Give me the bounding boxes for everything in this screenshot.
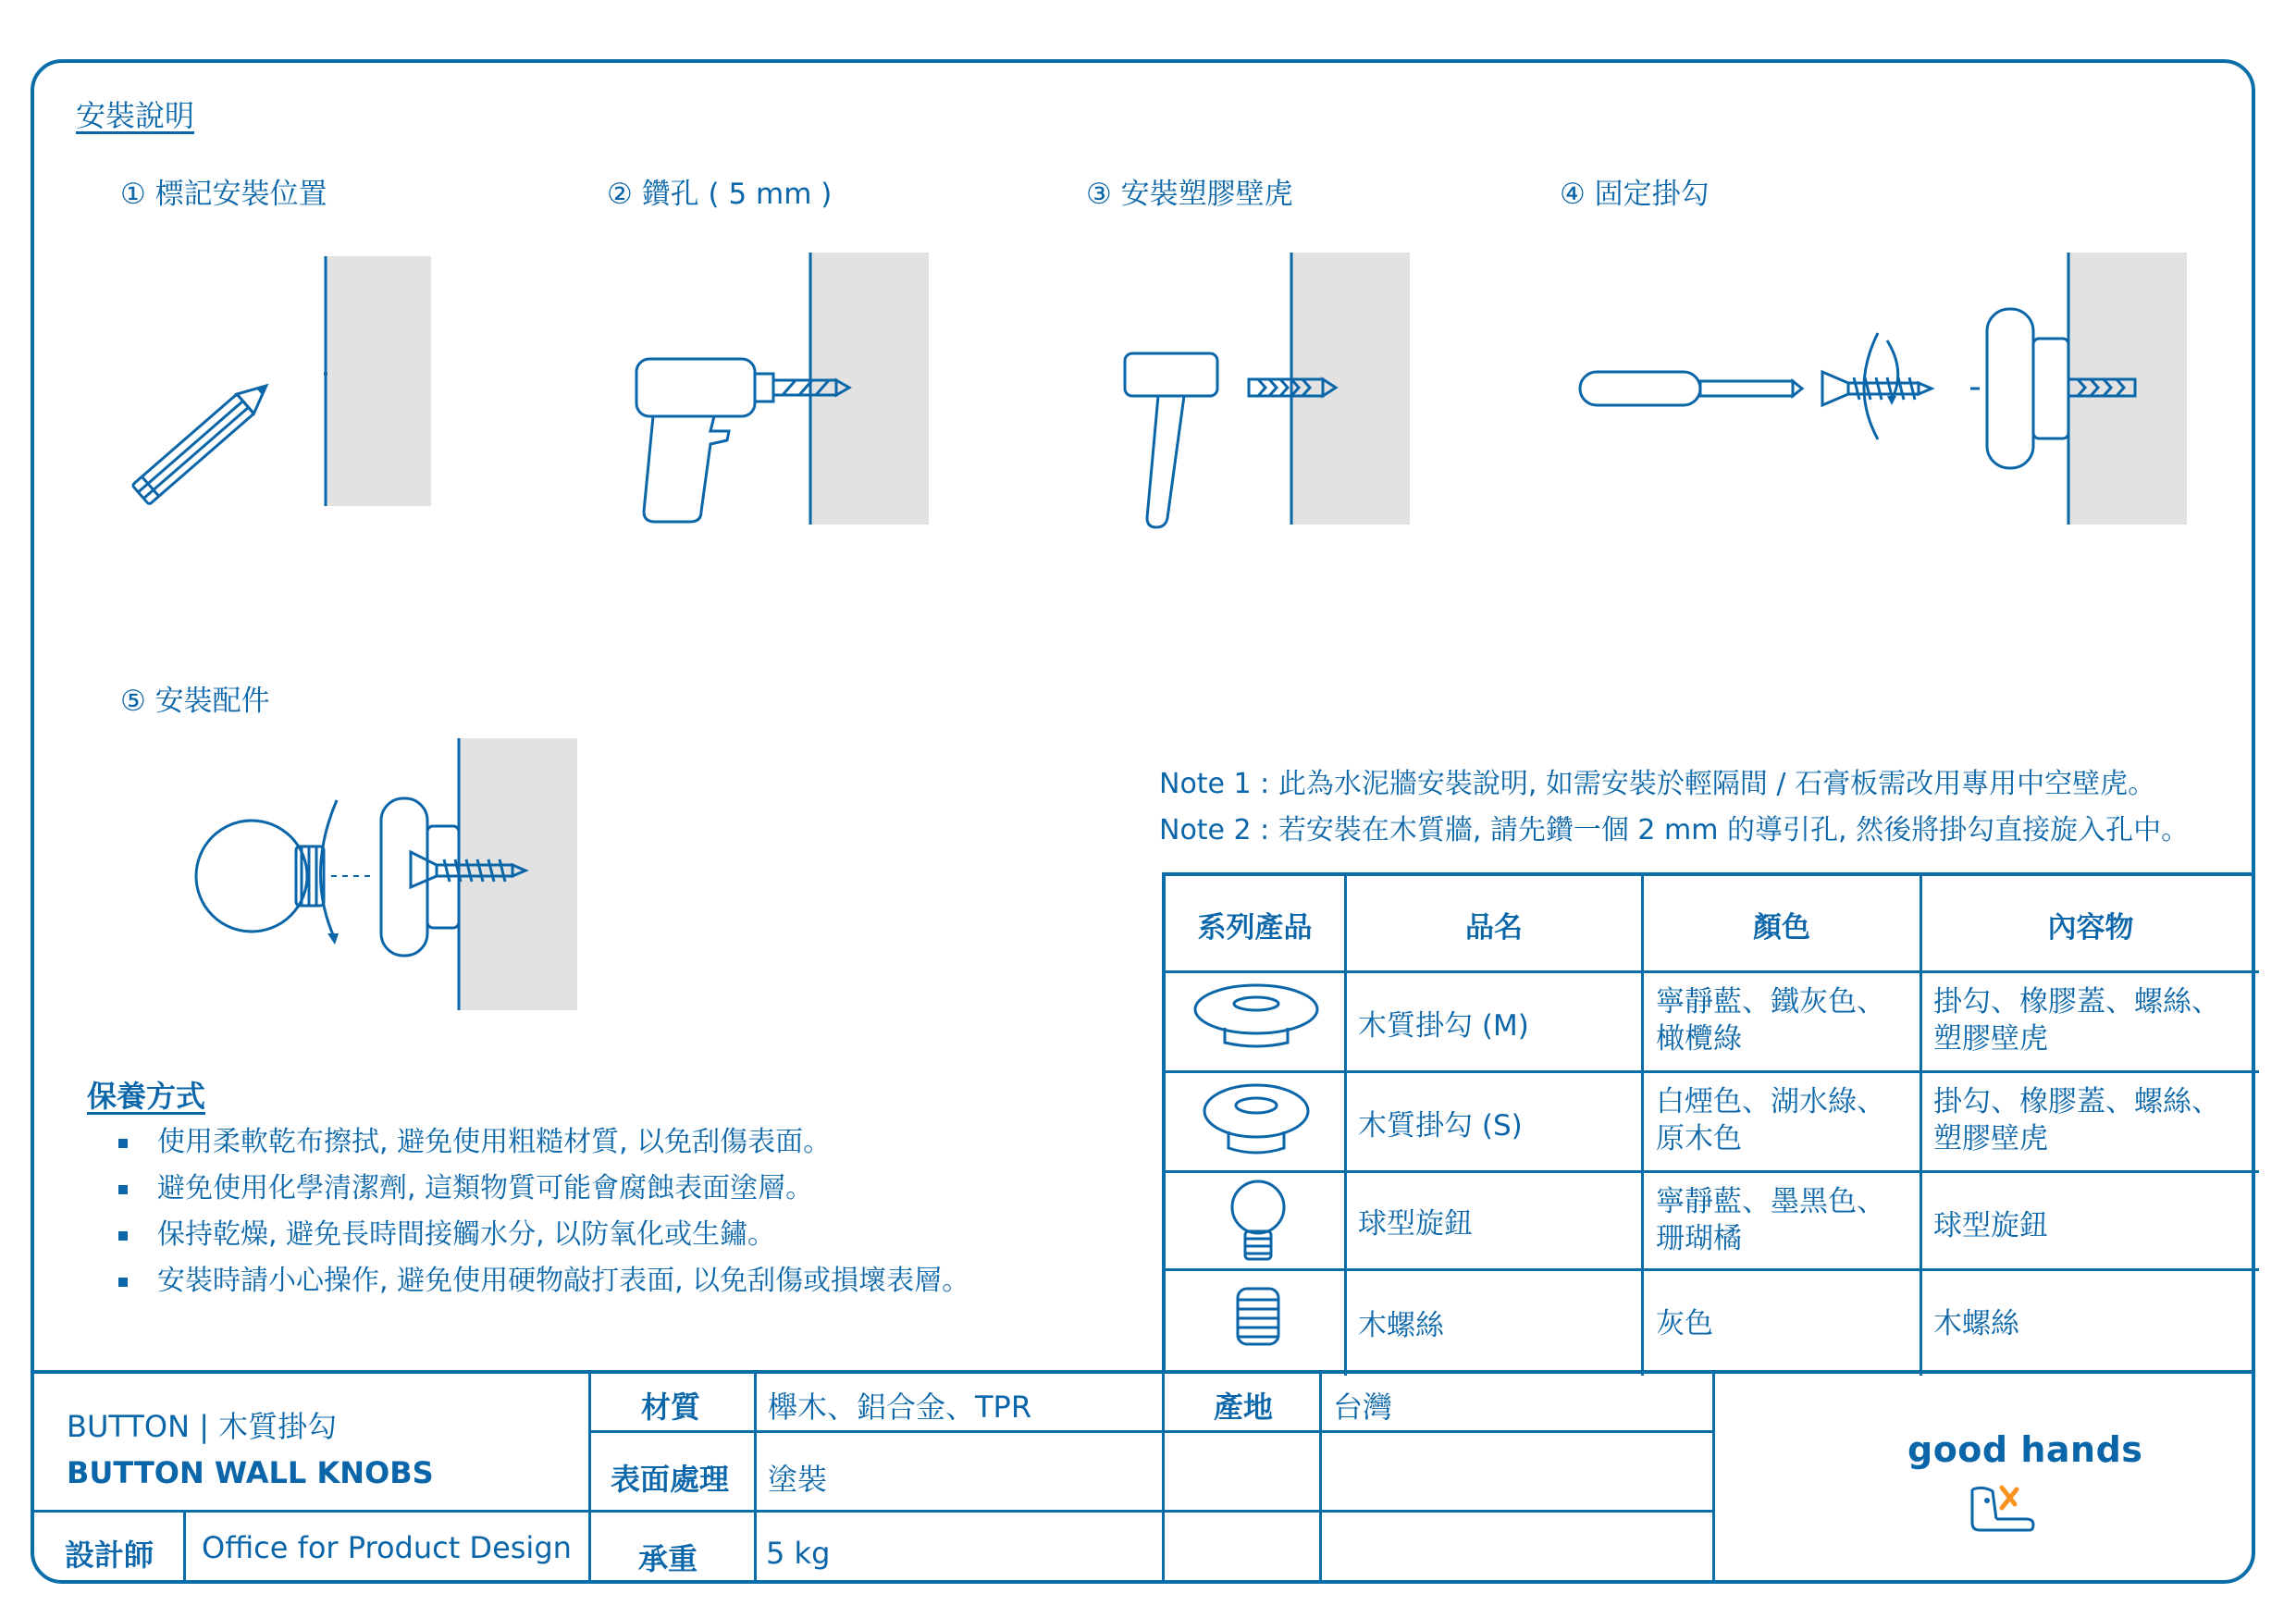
care-item: 使用柔軟乾布擦拭, 避免使用粗糙材質, 以免刮傷表面。 <box>157 1119 969 1166</box>
brand-logo-icon <box>1965 1482 2037 1536</box>
header-color: 顏色 <box>1753 911 1810 945</box>
product-line <box>67 1403 434 1496</box>
finish-value: 塗裝 <box>768 1462 828 1497</box>
care-item: 保持乾燥, 避免長時間接觸水分, 以防氧化或生鏽。 <box>157 1212 969 1258</box>
material-value: 櫸木、鋁合金、TPR <box>768 1390 1032 1425</box>
table-row-name: 木質掛勾 (S) <box>1358 1109 1523 1142</box>
step-1-label: ① 標記安裝位置 <box>120 178 327 211</box>
step-1-illustration <box>120 250 444 537</box>
table-row-contents: 掛勾、橡膠蓋、螺絲、 塑膠壁虎 <box>1933 1085 2220 1155</box>
hammer-icon <box>1125 353 1217 527</box>
step-2-illustration <box>629 250 944 527</box>
table-row-contents: 球型旋鈕 <box>1933 1209 2048 1242</box>
table-row-name: 木質掛勾 (M) <box>1358 1009 1529 1043</box>
footer-top-rule <box>31 1370 2255 1374</box>
pencil-icon <box>132 376 275 504</box>
ball-knob-icon <box>196 800 372 945</box>
brand-logo-text: good hands <box>1907 1429 2143 1470</box>
origin-value: 台灣 <box>1333 1390 1393 1425</box>
table-row-contents: 木螺絲 <box>1933 1307 2019 1340</box>
ball-knob-icon <box>1221 1178 1295 1265</box>
wood-hook-s-icon <box>1201 1081 1312 1161</box>
wood-screw-icon <box>1230 1283 1286 1352</box>
care-item: 安裝時請小心操作, 避免使用硬物敲打表面, 以免刮傷或損壞表層。 <box>157 1258 969 1304</box>
header-series: 系列產品 <box>1197 911 1313 945</box>
note-2: Note 2 : 若安裝在木質牆, 請先鑽一個 2 mm 的導引孔, 然後將掛勾直接旋入孔中。 <box>1159 814 2190 846</box>
load-label: 承重 <box>638 1541 698 1576</box>
step-4-label: ④ 固定掛勾 <box>1560 178 1710 211</box>
product-table <box>1162 872 2255 1372</box>
finish-label: 表面處理 <box>611 1462 730 1497</box>
table-row-name: 木螺絲 <box>1358 1309 1444 1342</box>
screwdriver-icon <box>1580 372 1802 405</box>
install-title: 安裝說明 <box>76 98 195 133</box>
care-list <box>111 1119 969 1304</box>
designer-label: 設計師 <box>65 1538 154 1573</box>
designer-value: Office for Product Design <box>202 1530 572 1565</box>
step-3-label: ③ 安裝塑膠壁虎 <box>1086 178 1293 211</box>
product-line-2: BUTTON WALL KNOBS <box>67 1455 434 1490</box>
table-row-color: 灰色 <box>1656 1307 1713 1340</box>
table-row-name: 球型旋鈕 <box>1358 1207 1473 1241</box>
wood-hook-m-icon <box>1191 982 1321 1056</box>
step-5-label: ⑤ 安裝配件 <box>120 685 270 718</box>
screw-icon <box>1822 333 1932 439</box>
origin-label: 產地 <box>1214 1390 1274 1425</box>
step-2-label: ② 鑽孔 ( 5 mm ) <box>607 178 833 211</box>
product-line-1: BUTTON | 木質掛勾 <box>67 1409 338 1444</box>
care-title: 保養方式 <box>87 1079 206 1114</box>
table-row-contents: 掛勾、橡膠蓋、螺絲、 塑膠壁虎 <box>1933 985 2220 1056</box>
header-contents: 內容物 <box>2047 911 2134 945</box>
table-row-color: 寧靜藍、鐵灰色、 橄欖綠 <box>1656 985 1885 1056</box>
note-1: Note 1 : 此為水泥牆安裝說明, 如需安裝於輕隔間 / 石膏板需改用專用中空壁虎。 <box>1159 768 2156 800</box>
care-item: 避免使用化學清潔劑, 這類物質可能會腐蝕表面塗層。 <box>157 1166 969 1212</box>
step-4-illustration <box>1573 250 2202 527</box>
load-value: 5 kg <box>766 1536 831 1571</box>
step-3-illustration <box>1119 250 1415 527</box>
header-name: 品名 <box>1465 911 1523 945</box>
step-5-illustration <box>176 735 583 1013</box>
table-row-color: 寧靜藍、墨黑色、 珊瑚橘 <box>1656 1185 1885 1255</box>
material-label: 材質 <box>641 1390 701 1425</box>
table-row-color: 白煙色、湖水綠、 原木色 <box>1656 1085 1885 1155</box>
